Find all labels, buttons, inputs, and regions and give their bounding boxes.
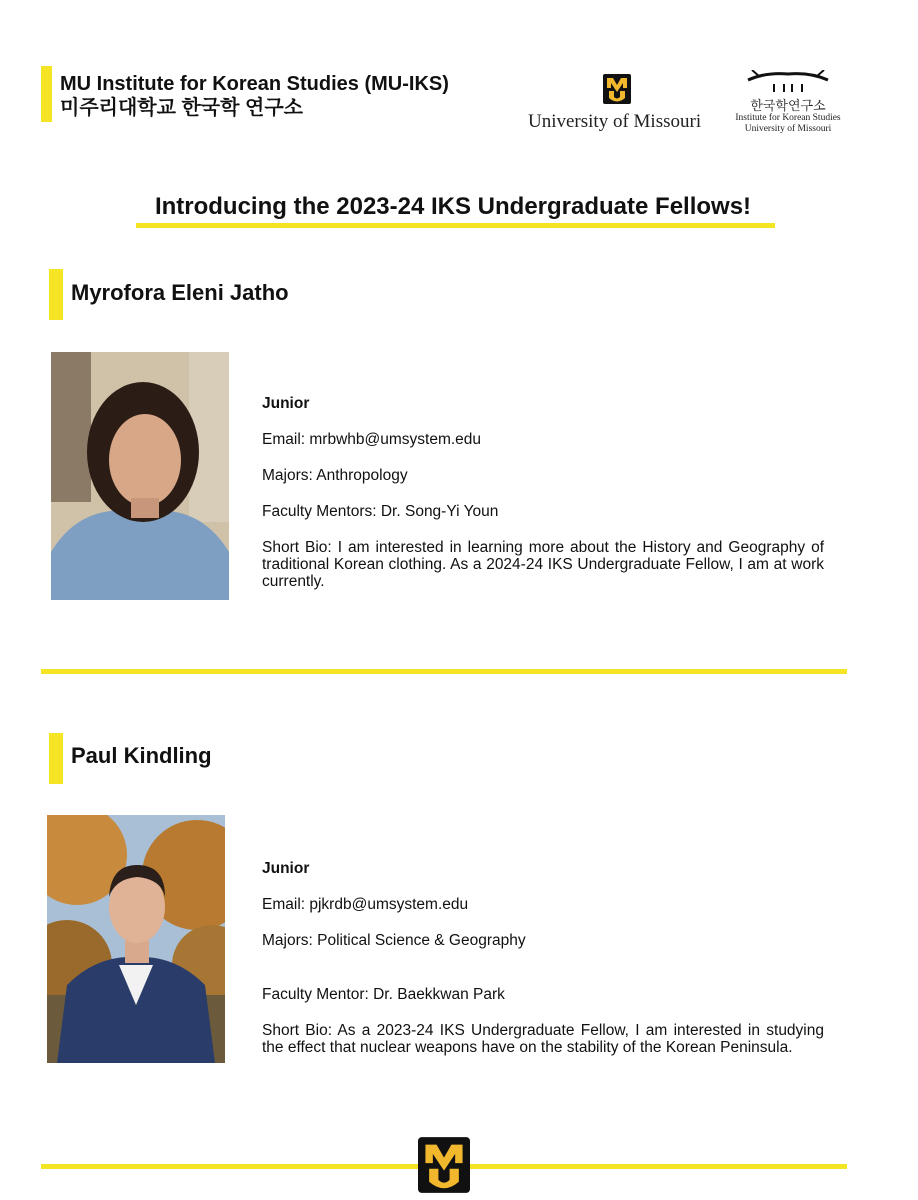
fellow-1-class-year: Junior	[262, 395, 310, 412]
fellow-1-accent-bar	[49, 269, 63, 320]
fellow-2-class-year: Junior	[262, 860, 310, 877]
iks-logo-line1: Institute for Korean Studies	[735, 113, 841, 123]
fellow-1-info	[262, 395, 824, 590]
mu-tiger-logo	[603, 74, 631, 104]
header-accent-bar	[41, 66, 52, 122]
university-wordmark: University of Missouri	[528, 111, 702, 132]
fellow-2-email: Email: pjkrdb@umsystem.edu	[262, 896, 469, 913]
page-title: Introducing the 2023-24 IKS Undergraduate Fellows!	[154, 193, 752, 220]
fellow-2-majors: Majors: Political Science & Geography	[262, 932, 526, 949]
fellow-2-name: Paul Kindling	[71, 743, 212, 768]
section-divider	[41, 669, 847, 674]
fellow-2-info	[262, 860, 824, 1056]
institute-title: MU Institute for Korean Studies (MU-IKS)	[60, 73, 449, 95]
fellow-1-majors: Majors: Anthropology	[262, 467, 408, 484]
fellow-1-photo	[51, 352, 229, 600]
iks-logo-korean: 한국학연구소	[750, 98, 826, 113]
fellow-2-accent-bar	[49, 733, 63, 784]
fellow-2-bio: Short Bio: As a 2023-24 IKS Undergraduate Fellow, I am interested in studying the effect that nuclear weapons have on the stability of the Korean Peninsula.	[262, 1022, 824, 1056]
fellow-2-photo	[47, 815, 225, 1063]
institute-korean-title: 미주리대학교 한국학 연구소	[60, 97, 303, 119]
fellow-2-mentors: Faculty Mentor: Dr. Baekkwan Park	[262, 986, 505, 1003]
fellow-1-email: Email: mrbwhb@umsystem.edu	[262, 431, 482, 448]
korean-roof-icon	[746, 70, 830, 96]
iks-logo	[726, 70, 850, 135]
title-underline	[136, 223, 775, 228]
fellow-1-mentors: Faculty Mentors: Dr. Song-Yi Youn	[262, 503, 499, 520]
fellow-1-bio: Short Bio: I am interested in learning more about the History and Geography of traditional Korean clothing. As a 2024-24 IKS Undergraduate Fellow, I am at work currently.	[262, 539, 824, 590]
iks-logo-line2: University of Missouri	[744, 124, 832, 134]
fellow-1-name: Myrofora Eleni Jatho	[71, 280, 289, 305]
footer-mu-logo	[418, 1136, 470, 1194]
